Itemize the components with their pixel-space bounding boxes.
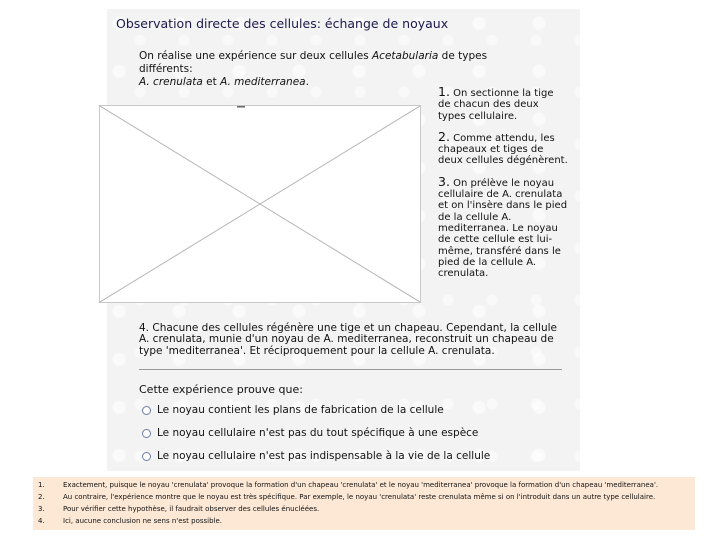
intro-text-before: On réalise une expérience sur deux cellules [139, 50, 372, 62]
intro-text-middle: de types différents: [139, 50, 488, 75]
feedback-number: 4. [38, 517, 45, 525]
step-text: Comme attendu, les chapeaux et tiges de deux cellules dégénèrent. [438, 132, 568, 167]
answer-options [142, 404, 562, 473]
step-3 [438, 173, 568, 280]
feedback-text: Exactement, puisque le noyau 'crenulata' provoque la formation d'un chapeau 'crenulata' et le noyau 'mediterranea' provoque la formation d'un chapeau 'mediterranea'. [63, 481, 659, 489]
feedback-number: 1. [38, 481, 45, 489]
intro-genus: Acetabularia [372, 50, 439, 62]
step-2 [438, 128, 568, 167]
radio-button[interactable] [142, 406, 151, 415]
intro-species-1: A. crenulata [139, 76, 203, 88]
experiment-steps [438, 86, 568, 288]
intro-species-2: A. mediterranea [220, 76, 306, 88]
option-label: Le noyau cellulaire n'est pas indispensable à la vie de la cellule [157, 450, 491, 462]
feedback-item-1 [38, 481, 658, 489]
experiment-figure-placeholder [99, 105, 421, 303]
feedback-item-2 [38, 493, 655, 501]
step-number: 2. [438, 128, 450, 144]
step-text: On sectionne la tige de chacun des deux types cellulaire. [438, 88, 554, 122]
image-placeholder-cross-icon [100, 106, 420, 302]
option-label: Le noyau contient les plans de fabrication de la cellule [157, 404, 444, 416]
result-text: Chacune des cellules régénère une tige et un chapeau. Cependant, la cellule A. crenulata, munie d'un noyau de A. mediterranea, reconstruit un chapeau de type 'mediterranea'. Et réciproquement pour la cellule A. crenulata. [139, 322, 558, 357]
answer-feedback-panel [33, 477, 695, 530]
option-label: Le noyau cellulaire n'est pas du tout spécifique à une espèce [157, 427, 479, 439]
radio-button[interactable] [142, 429, 151, 438]
feedback-text: Pour vérifier cette hypothèse, il faudrait observer des cellules énucléées. [63, 505, 320, 513]
intro-text [139, 50, 539, 89]
step-1 [438, 86, 568, 122]
option-2[interactable] [142, 427, 562, 450]
question-prompt: Cette expérience prouve que: [139, 383, 303, 396]
step-text: On prélève le noyau cellulaire de A. crenulata et on l'insère dans le pied de la cellule A. mediterranea. Le noyau de cette cellule est lui-même, transféré dans le pied de la cellule A. crenulata. [438, 177, 568, 280]
option-1[interactable] [142, 404, 562, 427]
intro-conjunction: et [202, 76, 221, 88]
divider [139, 369, 562, 370]
option-3[interactable] [142, 450, 562, 473]
feedback-text: Ici, aucune conclusion ne sens n'est possible. [63, 517, 223, 525]
radio-button[interactable] [142, 452, 151, 461]
feedback-number: 3. [38, 505, 45, 513]
feedback-item-3 [38, 505, 319, 513]
step-number: 1. [438, 84, 450, 99]
feedback-text: Au contraire, l'expérience montre que le noyau est très spécifique. Par exemple, le noyau 'crenulata' reste crenulata même si on l'introduit dans un autre type cellulaire. [63, 493, 656, 501]
feedback-item-4 [38, 517, 222, 525]
result-number: 4. [139, 322, 150, 334]
page-title: Observation directe des cellules: échange de noyaux [116, 16, 449, 31]
result-paragraph [139, 323, 569, 357]
intro-end: . [305, 76, 309, 88]
step-number: 3. [438, 173, 450, 189]
feedback-number: 2. [38, 493, 45, 501]
